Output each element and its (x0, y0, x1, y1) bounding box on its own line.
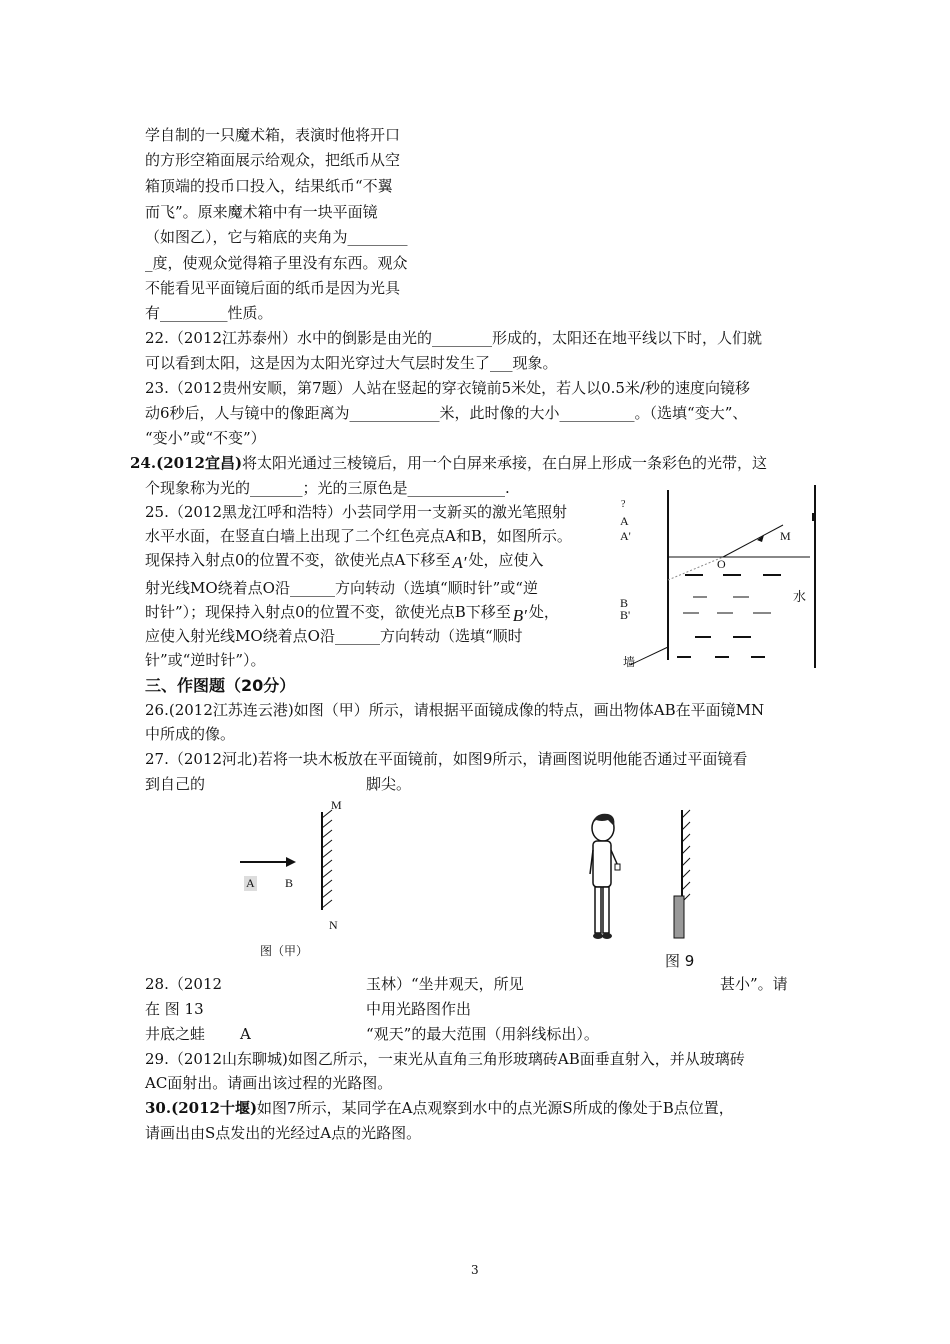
figure-9 (578, 808, 698, 958)
laser-water-figure (615, 485, 825, 670)
q23-line-2: 动6秒后，人与镜中的像距离为____________米，此时像的大小__________。（选填“变大”、 (145, 404, 748, 422)
mirror-hatching (322, 810, 332, 908)
b-prime-mark: B′ (512, 606, 527, 625)
fig-label-b-prime: B' (620, 608, 631, 622)
reflected-ray (668, 557, 723, 580)
page-number: 3 (471, 1263, 479, 1277)
q25-line-5 (145, 600, 559, 624)
mirror-hatching-9 (682, 810, 690, 902)
fig-label-a-prime: A' (620, 529, 631, 543)
q30-prefix: 30.(2012十堰) (145, 1099, 258, 1117)
q21-line-1: 学自制的一只魔术箱，表演时他将开口 (145, 126, 401, 144)
q25-line-5b: 处， (528, 603, 559, 621)
q25-line-6: 应使入射光线MO绕着点O沿______方向转动（选填“顺时 (145, 627, 523, 645)
jia-label-m: M (331, 798, 342, 812)
q26-line-2: 中所成的像。 (145, 725, 236, 743)
q26-line-1: 26.(2012江苏连云港)如图（甲）所示，请根据平面镜成像的特点，画出物体AB在平面镜MN (145, 701, 765, 719)
q23-line-3: “变小”或“不变”） (145, 429, 266, 447)
q21-line-3: 箱顶端的投币口投入，结果纸币“不翼 (145, 177, 393, 195)
q30-line-2: 请画出由S点发出的光经过A点的光路图。 (145, 1124, 422, 1142)
q25-line-2: 水平水面，在竖直白墙上出现了二个红色亮点A和B，如图所示。 (145, 527, 572, 545)
q28-r2a: 在 图 13 (145, 1000, 204, 1018)
fig-label-wall: 墙 (623, 655, 636, 669)
incident-ray (723, 525, 783, 557)
q25-line-1: 25.（2012黑龙江呼和浩特）小芸同学用一支新买的激光笔照射 (145, 503, 568, 521)
figure-9-caption: 图 9 (665, 952, 695, 970)
q28-r1a: 28.（2012 (145, 975, 223, 993)
q21-line-7: 不能看见平面镜后面的纸币是因为光具 (145, 279, 401, 297)
mirror-figure-jia (240, 800, 360, 920)
fig-label-b: B (620, 596, 629, 610)
q27-line-2a: 到自己的 (145, 775, 206, 793)
q30-text-1: 如图7所示，某同学在A点观察到水中的点光源S所成的像处于B点位置， (257, 1099, 734, 1117)
q25-line-3b: 处，应使入 (468, 551, 544, 569)
q24-line-1 (130, 451, 767, 475)
q28-r3c: “观天”的最大范围（用斜线标出）。 (366, 1025, 599, 1043)
q22-line-2: 可以看到太阳，这是因为太阳光穿过大气层时发生了___现象。 (145, 354, 558, 372)
wooden-board (674, 896, 684, 938)
q24-prefix: 24.(2012宜昌) (130, 454, 243, 472)
q29-line-2: AC面射出。请画出该过程的光路图。 (145, 1074, 393, 1092)
q25-line-3 (145, 548, 544, 572)
q28-r1c: 甚小”。请 (720, 975, 788, 993)
q27-line-2b: 脚尖。 (366, 775, 412, 793)
q28-r2b: 中用光路图作出 (366, 1000, 472, 1018)
jia-caption: 图（甲） (260, 944, 309, 958)
jia-label-b: B (285, 876, 294, 890)
q23-line-1: 23.（2012贵州安顺，第7题）人站在竖起的穿衣镜前5米处，若人以0.5米/秒的速度向镜移 (145, 379, 751, 397)
q21-line-6: _度，使观众觉得箱子里没有东西。观众 (145, 254, 408, 272)
fig-label-m: M (780, 529, 791, 543)
q21-line-4: 而飞”。原来魔术箱中有一块平面镜 (145, 203, 378, 221)
q25-line-3a: 现保持入射点0的位置不变，欲使光点A下移至 (145, 551, 451, 569)
q28-r3b: A (240, 1025, 251, 1043)
fig-q-mark: ? (621, 499, 626, 510)
q28-r3a: 井底之蛙 (145, 1025, 206, 1043)
jia-label-n: N (329, 918, 338, 932)
q22-line-1: 22.（2012江苏泰州）水中的倒影是由光的________形成的，太阳还在地平线以下时，人们就 (145, 329, 763, 347)
fig-label-a: A (620, 514, 629, 528)
q28-r1b: 玉林）“坐井观天，所见 (366, 975, 524, 993)
q29-line-1: 29.（2012山东聊城)如图乙所示，一束光从直角三角形玻璃砖AB面垂直射入，并从玻璃砖 (145, 1050, 745, 1068)
q25-line-7: 针”或“逆时针”）。 (145, 651, 266, 669)
q21-line-5: （如图乙），它与箱底的夹角为________ (145, 228, 408, 246)
q24-line-2: 个现象称为光的_______；光的三原色是_____________. (145, 479, 510, 497)
q25-line-5a: 时针”）；现保持入射点0的位置不变，欲使光点B下移至 (145, 603, 511, 621)
fig-label-o: O (717, 557, 726, 571)
q27-line-1: 27.（2012河北)若将一块木板放在平面镜前，如图9所示，请画图说明他能否通过平面镜看 (145, 750, 748, 768)
q21-line-2: 的方形空箱面展示给观众，把纸币从空 (145, 151, 401, 169)
fig-label-water: 水 (793, 589, 807, 604)
wall-pointer (630, 647, 668, 665)
section-title: 三、作图题（20分） (145, 676, 296, 695)
arrowhead (286, 857, 296, 867)
q25-line-4: 射光线MO绕着点O沿______方向转动（选填“顺时针”或“逆 (145, 579, 538, 597)
a-prime-mark: A′ (452, 553, 467, 572)
q24-text-1: 将太阳光通过三棱镜后，用一个白屏来承接，在白屏上形成一条彩色的光带，这 (242, 454, 768, 472)
person-icon (590, 814, 620, 939)
right-mark (812, 513, 816, 521)
q21-line-8: 有_________性质。 (145, 304, 273, 322)
q30-line-1 (145, 1096, 734, 1120)
jia-label-a: A (246, 876, 255, 890)
